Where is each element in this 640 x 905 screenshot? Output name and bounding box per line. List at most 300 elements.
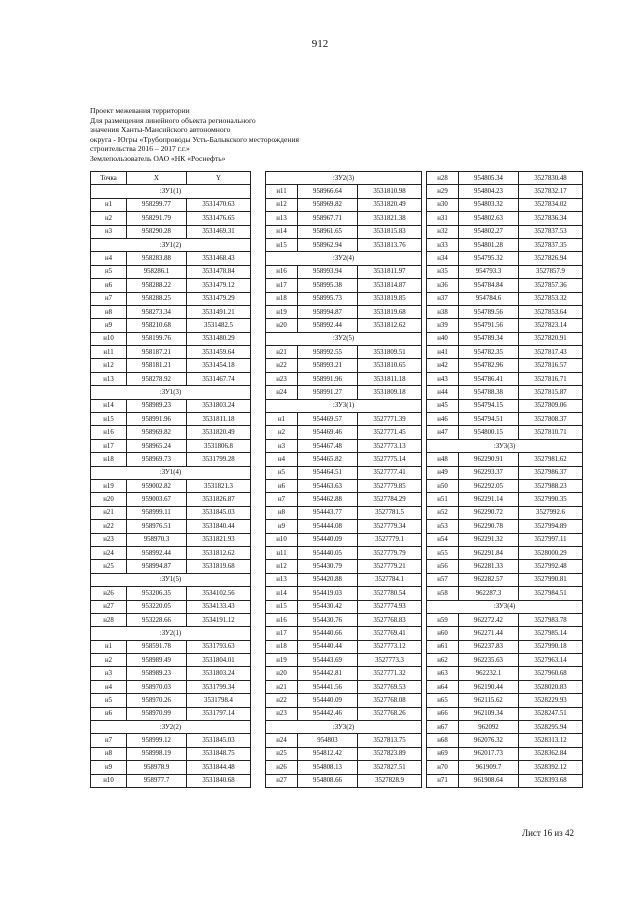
table-row <box>266 413 422 426</box>
table-row <box>91 305 251 318</box>
point-id: н3 <box>266 439 298 452</box>
table-row <box>266 372 422 385</box>
x-coordinate: 958969.82 <box>298 198 358 211</box>
y-coordinate: 3527779.21 <box>358 560 422 573</box>
table-row <box>266 198 422 211</box>
y-coordinate: 3528313.12 <box>519 734 583 747</box>
point-id: н61 <box>427 640 459 653</box>
point-id: н4 <box>266 453 298 466</box>
y-coordinate: 3531826.87 <box>187 493 251 506</box>
point-id: н34 <box>427 252 459 265</box>
point-id: н2 <box>91 212 127 225</box>
table-row <box>266 292 422 305</box>
point-id: н6 <box>91 279 127 292</box>
point-id: н17 <box>266 279 298 292</box>
x-coordinate: 954808.13 <box>298 761 358 774</box>
x-coordinate: 954802.63 <box>459 212 519 225</box>
point-id: н56 <box>427 560 459 573</box>
point-id: н12 <box>266 560 298 573</box>
x-coordinate: 958286.1 <box>127 265 187 278</box>
point-id: н20 <box>266 667 298 680</box>
x-coordinate: 958970.03 <box>127 680 187 693</box>
table-row <box>91 439 251 452</box>
y-coordinate: 3531478.84 <box>187 265 251 278</box>
y-coordinate: 3527853.64 <box>519 305 583 318</box>
section-label: :ЗУ3(4) <box>427 600 583 613</box>
table-row <box>266 426 422 439</box>
table-row <box>427 426 583 439</box>
y-coordinate: 3531820.49 <box>358 198 422 211</box>
point-id: н16 <box>91 426 127 439</box>
x-coordinate: 958994.87 <box>298 305 358 318</box>
point-id: н20 <box>91 493 127 506</box>
y-coordinate: 3531813.76 <box>358 238 422 251</box>
x-coordinate: 962092 <box>459 721 519 734</box>
x-coordinate: 953228.66 <box>127 613 187 626</box>
y-coordinate: 3528000.29 <box>519 546 583 559</box>
point-id: н9 <box>91 761 127 774</box>
table-row <box>91 479 251 492</box>
x-coordinate: 962290.78 <box>459 520 519 533</box>
point-id: н25 <box>91 560 127 573</box>
x-coordinate: 953220.05 <box>127 600 187 613</box>
section-row <box>91 573 251 586</box>
point-id: н11 <box>266 185 298 198</box>
table-row <box>427 560 583 573</box>
point-id: н19 <box>266 305 298 318</box>
table-row <box>91 279 251 292</box>
y-coordinate: 3531811.18 <box>358 372 422 385</box>
x-coordinate: 962290.91 <box>459 453 519 466</box>
table-header-row <box>91 172 251 185</box>
x-coordinate: 958965.24 <box>127 439 187 452</box>
point-id: н37 <box>427 292 459 305</box>
point-id: н24 <box>266 734 298 747</box>
x-coordinate: 953206.35 <box>127 587 187 600</box>
point-id: н14 <box>266 225 298 238</box>
table-row <box>91 613 251 626</box>
section-label: :ЗУ1(5) <box>91 573 251 586</box>
y-coordinate: 3527810.71 <box>519 426 583 439</box>
y-coordinate: 3528393.68 <box>519 774 583 787</box>
table-row <box>91 560 251 573</box>
y-coordinate: 3527857.36 <box>519 279 583 292</box>
table-row <box>266 279 422 292</box>
section-label: :ЗУ1(1) <box>91 185 251 198</box>
table-row <box>427 413 583 426</box>
x-coordinate: 962115.62 <box>459 694 519 707</box>
section-label: :ЗУ3(1) <box>266 399 422 412</box>
y-coordinate: 3527960.68 <box>519 667 583 680</box>
x-coordinate: 954794.15 <box>459 399 519 412</box>
section-row <box>266 172 422 185</box>
x-coordinate: 954441.56 <box>298 680 358 693</box>
y-coordinate: 3531811.18 <box>187 413 251 426</box>
table-row <box>427 694 583 707</box>
x-coordinate: 958994.87 <box>127 560 187 573</box>
point-id: н57 <box>427 573 459 586</box>
y-coordinate: 3527771.39 <box>358 413 422 426</box>
y-coordinate: 3527994.89 <box>519 520 583 533</box>
point-id: н63 <box>427 667 459 680</box>
y-coordinate: 3531811.97 <box>358 265 422 278</box>
x-coordinate: 958992.44 <box>127 546 187 559</box>
table-row <box>266 761 422 774</box>
table-row <box>427 386 583 399</box>
point-id: н28 <box>427 172 459 185</box>
section-label: :ЗУ1(4) <box>91 466 251 479</box>
x-coordinate: 958181.21 <box>127 359 187 372</box>
point-id: н13 <box>91 372 127 385</box>
y-coordinate: 3531821.93 <box>187 533 251 546</box>
y-coordinate: 3527784.1 <box>358 573 422 586</box>
x-coordinate: 958989.23 <box>127 399 187 412</box>
y-coordinate: 3527771.32 <box>358 667 422 680</box>
x-coordinate: 958273.34 <box>127 305 187 318</box>
y-coordinate: 3527981.62 <box>519 453 583 466</box>
table-row <box>427 172 583 185</box>
table-row <box>427 707 583 720</box>
header-line: округа - Югры «Трубопроводы Усть-Балыкского месторождения <box>90 134 300 144</box>
y-coordinate: 3527988.23 <box>519 479 583 492</box>
table-row <box>427 372 583 385</box>
y-coordinate: 3531840.44 <box>187 520 251 533</box>
point-id: н40 <box>427 332 459 345</box>
point-id: н12 <box>266 198 298 211</box>
table-row <box>91 587 251 600</box>
point-id: н67 <box>427 721 459 734</box>
y-coordinate: 3527815.87 <box>519 386 583 399</box>
table-row <box>91 694 251 707</box>
point-id: н13 <box>266 212 298 225</box>
point-id: н21 <box>266 346 298 359</box>
table-row <box>427 533 583 546</box>
point-id: н14 <box>266 587 298 600</box>
x-coordinate: 954465.82 <box>298 453 358 466</box>
x-coordinate: 961909.7 <box>459 761 519 774</box>
table-row <box>266 747 422 760</box>
point-id: н15 <box>266 238 298 251</box>
table-row <box>266 533 422 546</box>
table-row <box>427 573 583 586</box>
table-row <box>91 654 251 667</box>
point-id: н2 <box>91 654 127 667</box>
y-coordinate: 3528295.94 <box>519 721 583 734</box>
table-row <box>91 680 251 693</box>
table-row <box>427 654 583 667</box>
y-coordinate: 3527779.1 <box>358 533 422 546</box>
table-row <box>91 372 251 385</box>
x-coordinate: 954469.57 <box>298 413 358 426</box>
y-coordinate: 3531812.62 <box>187 546 251 559</box>
x-coordinate: 958970.99 <box>127 707 187 720</box>
x-coordinate: 958969.82 <box>127 426 187 439</box>
y-coordinate: 3531810.98 <box>358 185 422 198</box>
table-row <box>91 212 251 225</box>
y-coordinate: 3527779.85 <box>358 479 422 492</box>
section-row <box>91 238 251 251</box>
point-id: н30 <box>427 198 459 211</box>
x-coordinate: 961908.64 <box>459 774 519 787</box>
y-coordinate: 3527813.75 <box>358 734 422 747</box>
point-id: н3 <box>91 225 127 238</box>
y-coordinate: 3531845.03 <box>187 734 251 747</box>
x-coordinate: 958995.38 <box>298 279 358 292</box>
x-coordinate: 958970.26 <box>127 694 187 707</box>
y-coordinate: 3528247.51 <box>519 707 583 720</box>
point-id: н9 <box>91 319 127 332</box>
section-row <box>91 386 251 399</box>
table-row <box>266 680 422 693</box>
point-id: н66 <box>427 707 459 720</box>
table-row <box>266 225 422 238</box>
table-row <box>91 640 251 653</box>
point-id: н24 <box>91 546 127 559</box>
y-coordinate: 3527777.41 <box>358 466 422 479</box>
x-coordinate: 954782.35 <box>459 346 519 359</box>
point-id: н45 <box>427 399 459 412</box>
y-coordinate: 3527816.71 <box>519 372 583 385</box>
table-row <box>266 774 422 787</box>
x-coordinate: 962290.72 <box>459 506 519 519</box>
y-coordinate: 3531803.24 <box>187 667 251 680</box>
x-coordinate: 958999.12 <box>127 734 187 747</box>
table-row <box>427 613 583 626</box>
x-coordinate: 954442.81 <box>298 667 358 680</box>
x-coordinate: 958991.96 <box>298 372 358 385</box>
table-row <box>266 640 422 653</box>
x-coordinate: 954808.66 <box>298 774 358 787</box>
x-coordinate: 954794.51 <box>459 413 519 426</box>
x-coordinate: 954782.96 <box>459 359 519 372</box>
header-line: значения Ханты-Мансийского автономного <box>90 125 231 135</box>
x-coordinate: 954795.32 <box>459 252 519 265</box>
x-coordinate: 962076.32 <box>459 734 519 747</box>
section-row <box>266 332 422 345</box>
point-id: н62 <box>427 654 459 667</box>
table-row <box>91 506 251 519</box>
y-coordinate: 3527823.14 <box>519 319 583 332</box>
y-coordinate: 3531804.01 <box>187 654 251 667</box>
point-id: н49 <box>427 466 459 479</box>
point-id: н19 <box>266 654 298 667</box>
table-row <box>266 654 422 667</box>
y-coordinate: 3527836.34 <box>519 212 583 225</box>
table-row <box>427 265 583 278</box>
table-row <box>266 238 422 251</box>
y-coordinate: 3528392.12 <box>519 761 583 774</box>
y-coordinate: 3527837.53 <box>519 225 583 238</box>
table-row <box>266 439 422 452</box>
table-row <box>427 520 583 533</box>
x-coordinate: 954440.09 <box>298 533 358 546</box>
x-coordinate: 959002.82 <box>127 479 187 492</box>
x-coordinate: 958299.77 <box>127 198 187 211</box>
y-coordinate: 3534191.12 <box>187 613 251 626</box>
table-row <box>427 346 583 359</box>
y-coordinate: 3527837.35 <box>519 238 583 251</box>
section-label: :ЗУ3(3) <box>427 439 583 452</box>
point-id: н29 <box>427 185 459 198</box>
section-row <box>427 439 583 452</box>
y-coordinate: 3527769.53 <box>358 680 422 693</box>
y-coordinate: 3531798.4 <box>187 694 251 707</box>
table-row <box>266 560 422 573</box>
section-label: :ЗУ3(2) <box>266 721 422 734</box>
point-id: н26 <box>266 761 298 774</box>
table-row <box>91 225 251 238</box>
table-row <box>91 292 251 305</box>
x-coordinate: 958291.79 <box>127 212 187 225</box>
y-coordinate: 3527857.9 <box>519 265 583 278</box>
x-coordinate: 958187.21 <box>127 346 187 359</box>
y-coordinate: 3527827.51 <box>358 761 422 774</box>
column-header: X <box>127 172 187 185</box>
y-coordinate: 3534102.56 <box>187 587 251 600</box>
point-id: н47 <box>427 426 459 439</box>
table-row <box>266 319 422 332</box>
y-coordinate: 3528362.84 <box>519 747 583 760</box>
x-coordinate: 954793.3 <box>459 265 519 278</box>
y-coordinate: 3527983.78 <box>519 613 583 626</box>
y-coordinate: 3527768.26 <box>358 707 422 720</box>
x-coordinate: 954443.69 <box>298 654 358 667</box>
y-coordinate: 3527809.06 <box>519 399 583 412</box>
table-row <box>266 734 422 747</box>
point-id: н5 <box>91 265 127 278</box>
y-coordinate: 3527984.51 <box>519 587 583 600</box>
y-coordinate: 3531467.74 <box>187 372 251 385</box>
point-id: н27 <box>266 774 298 787</box>
point-id: н15 <box>266 600 298 613</box>
x-coordinate: 954440.44 <box>298 640 358 653</box>
point-id: н7 <box>266 493 298 506</box>
table-row <box>427 252 583 265</box>
y-coordinate: 3531815.83 <box>358 225 422 238</box>
x-coordinate: 954804.23 <box>459 185 519 198</box>
x-coordinate: 962291.84 <box>459 546 519 559</box>
y-coordinate: 3531799.34 <box>187 680 251 693</box>
x-coordinate: 954430.42 <box>298 600 358 613</box>
table-row <box>91 252 251 265</box>
x-coordinate: 954800.15 <box>459 426 519 439</box>
y-coordinate: 3527808.37 <box>519 413 583 426</box>
table-row <box>266 359 422 372</box>
point-id: н19 <box>91 479 127 492</box>
point-id: н8 <box>266 506 298 519</box>
y-coordinate: 3531812.62 <box>358 319 422 332</box>
y-coordinate: 3531793.63 <box>187 640 251 653</box>
point-id: н14 <box>91 399 127 412</box>
point-id: н71 <box>427 774 459 787</box>
y-coordinate: 3531821.3 <box>187 479 251 492</box>
table-row <box>91 453 251 466</box>
x-coordinate: 962292.05 <box>459 479 519 492</box>
y-coordinate: 3531482.5 <box>187 319 251 332</box>
table-row <box>266 506 422 519</box>
point-id: н35 <box>427 265 459 278</box>
x-coordinate: 962232.1 <box>459 667 519 680</box>
table-row <box>91 774 251 787</box>
x-coordinate: 954802.27 <box>459 225 519 238</box>
y-coordinate: 3527853.32 <box>519 292 583 305</box>
table-row <box>266 185 422 198</box>
x-coordinate: 958278.92 <box>127 372 187 385</box>
y-coordinate: 3527768.08 <box>358 694 422 707</box>
table-row <box>91 533 251 546</box>
page-number: 912 <box>311 38 329 50</box>
table-row <box>427 680 583 693</box>
point-id: н8 <box>91 305 127 318</box>
y-coordinate: 3531809.18 <box>358 386 422 399</box>
x-coordinate: 962281.33 <box>459 560 519 573</box>
x-coordinate: 958288.22 <box>127 279 187 292</box>
section-row <box>91 627 251 640</box>
table-row <box>427 453 583 466</box>
point-id: н12 <box>91 359 127 372</box>
x-coordinate: 954440.05 <box>298 546 358 559</box>
point-id: н8 <box>91 747 127 760</box>
table-row <box>427 198 583 211</box>
x-coordinate: 958199.76 <box>127 332 187 345</box>
point-id: н10 <box>266 533 298 546</box>
y-coordinate: 3531476.65 <box>187 212 251 225</box>
header-line: Землепользователь ОАО «НК «Роснефть» <box>90 153 226 163</box>
point-id: н13 <box>266 573 298 586</box>
y-coordinate: 3527771.45 <box>358 426 422 439</box>
table-row <box>427 721 583 734</box>
table-row <box>266 305 422 318</box>
y-coordinate: 3527768.83 <box>358 613 422 626</box>
point-id: н10 <box>91 774 127 787</box>
y-coordinate: 3531809.51 <box>358 346 422 359</box>
point-id: н10 <box>91 332 127 345</box>
y-coordinate: 3531799.28 <box>187 453 251 466</box>
x-coordinate: 958991.27 <box>298 386 358 399</box>
x-coordinate: 954420.88 <box>298 573 358 586</box>
table-row <box>91 520 251 533</box>
x-coordinate: 958283.88 <box>127 252 187 265</box>
point-id: н22 <box>266 694 298 707</box>
y-coordinate: 3531819.68 <box>187 560 251 573</box>
x-coordinate: 962282.57 <box>459 573 519 586</box>
table-row <box>266 587 422 600</box>
y-coordinate: 3531468.43 <box>187 252 251 265</box>
y-coordinate: 3527773.3 <box>358 654 422 667</box>
table-row <box>266 346 422 359</box>
table-row <box>427 466 583 479</box>
coordinates-table-column-1 <box>90 171 251 788</box>
point-id: н70 <box>427 761 459 774</box>
table-row <box>427 774 583 787</box>
x-coordinate: 954784.6 <box>459 292 519 305</box>
table-row <box>266 694 422 707</box>
x-coordinate: 962190.44 <box>459 680 519 693</box>
table-row <box>91 413 251 426</box>
y-coordinate: 3531459.64 <box>187 346 251 359</box>
y-coordinate: 3527986.37 <box>519 466 583 479</box>
x-coordinate: 962109.34 <box>459 707 519 720</box>
coordinates-table-column-3 <box>426 171 583 788</box>
point-id: н21 <box>91 506 127 519</box>
x-coordinate: 954442.46 <box>298 707 358 720</box>
y-coordinate: 3527826.94 <box>519 252 583 265</box>
table-row <box>266 466 422 479</box>
point-id: н4 <box>91 252 127 265</box>
point-id: н15 <box>91 413 127 426</box>
y-coordinate: 3527775.14 <box>358 453 422 466</box>
point-id: н59 <box>427 613 459 626</box>
